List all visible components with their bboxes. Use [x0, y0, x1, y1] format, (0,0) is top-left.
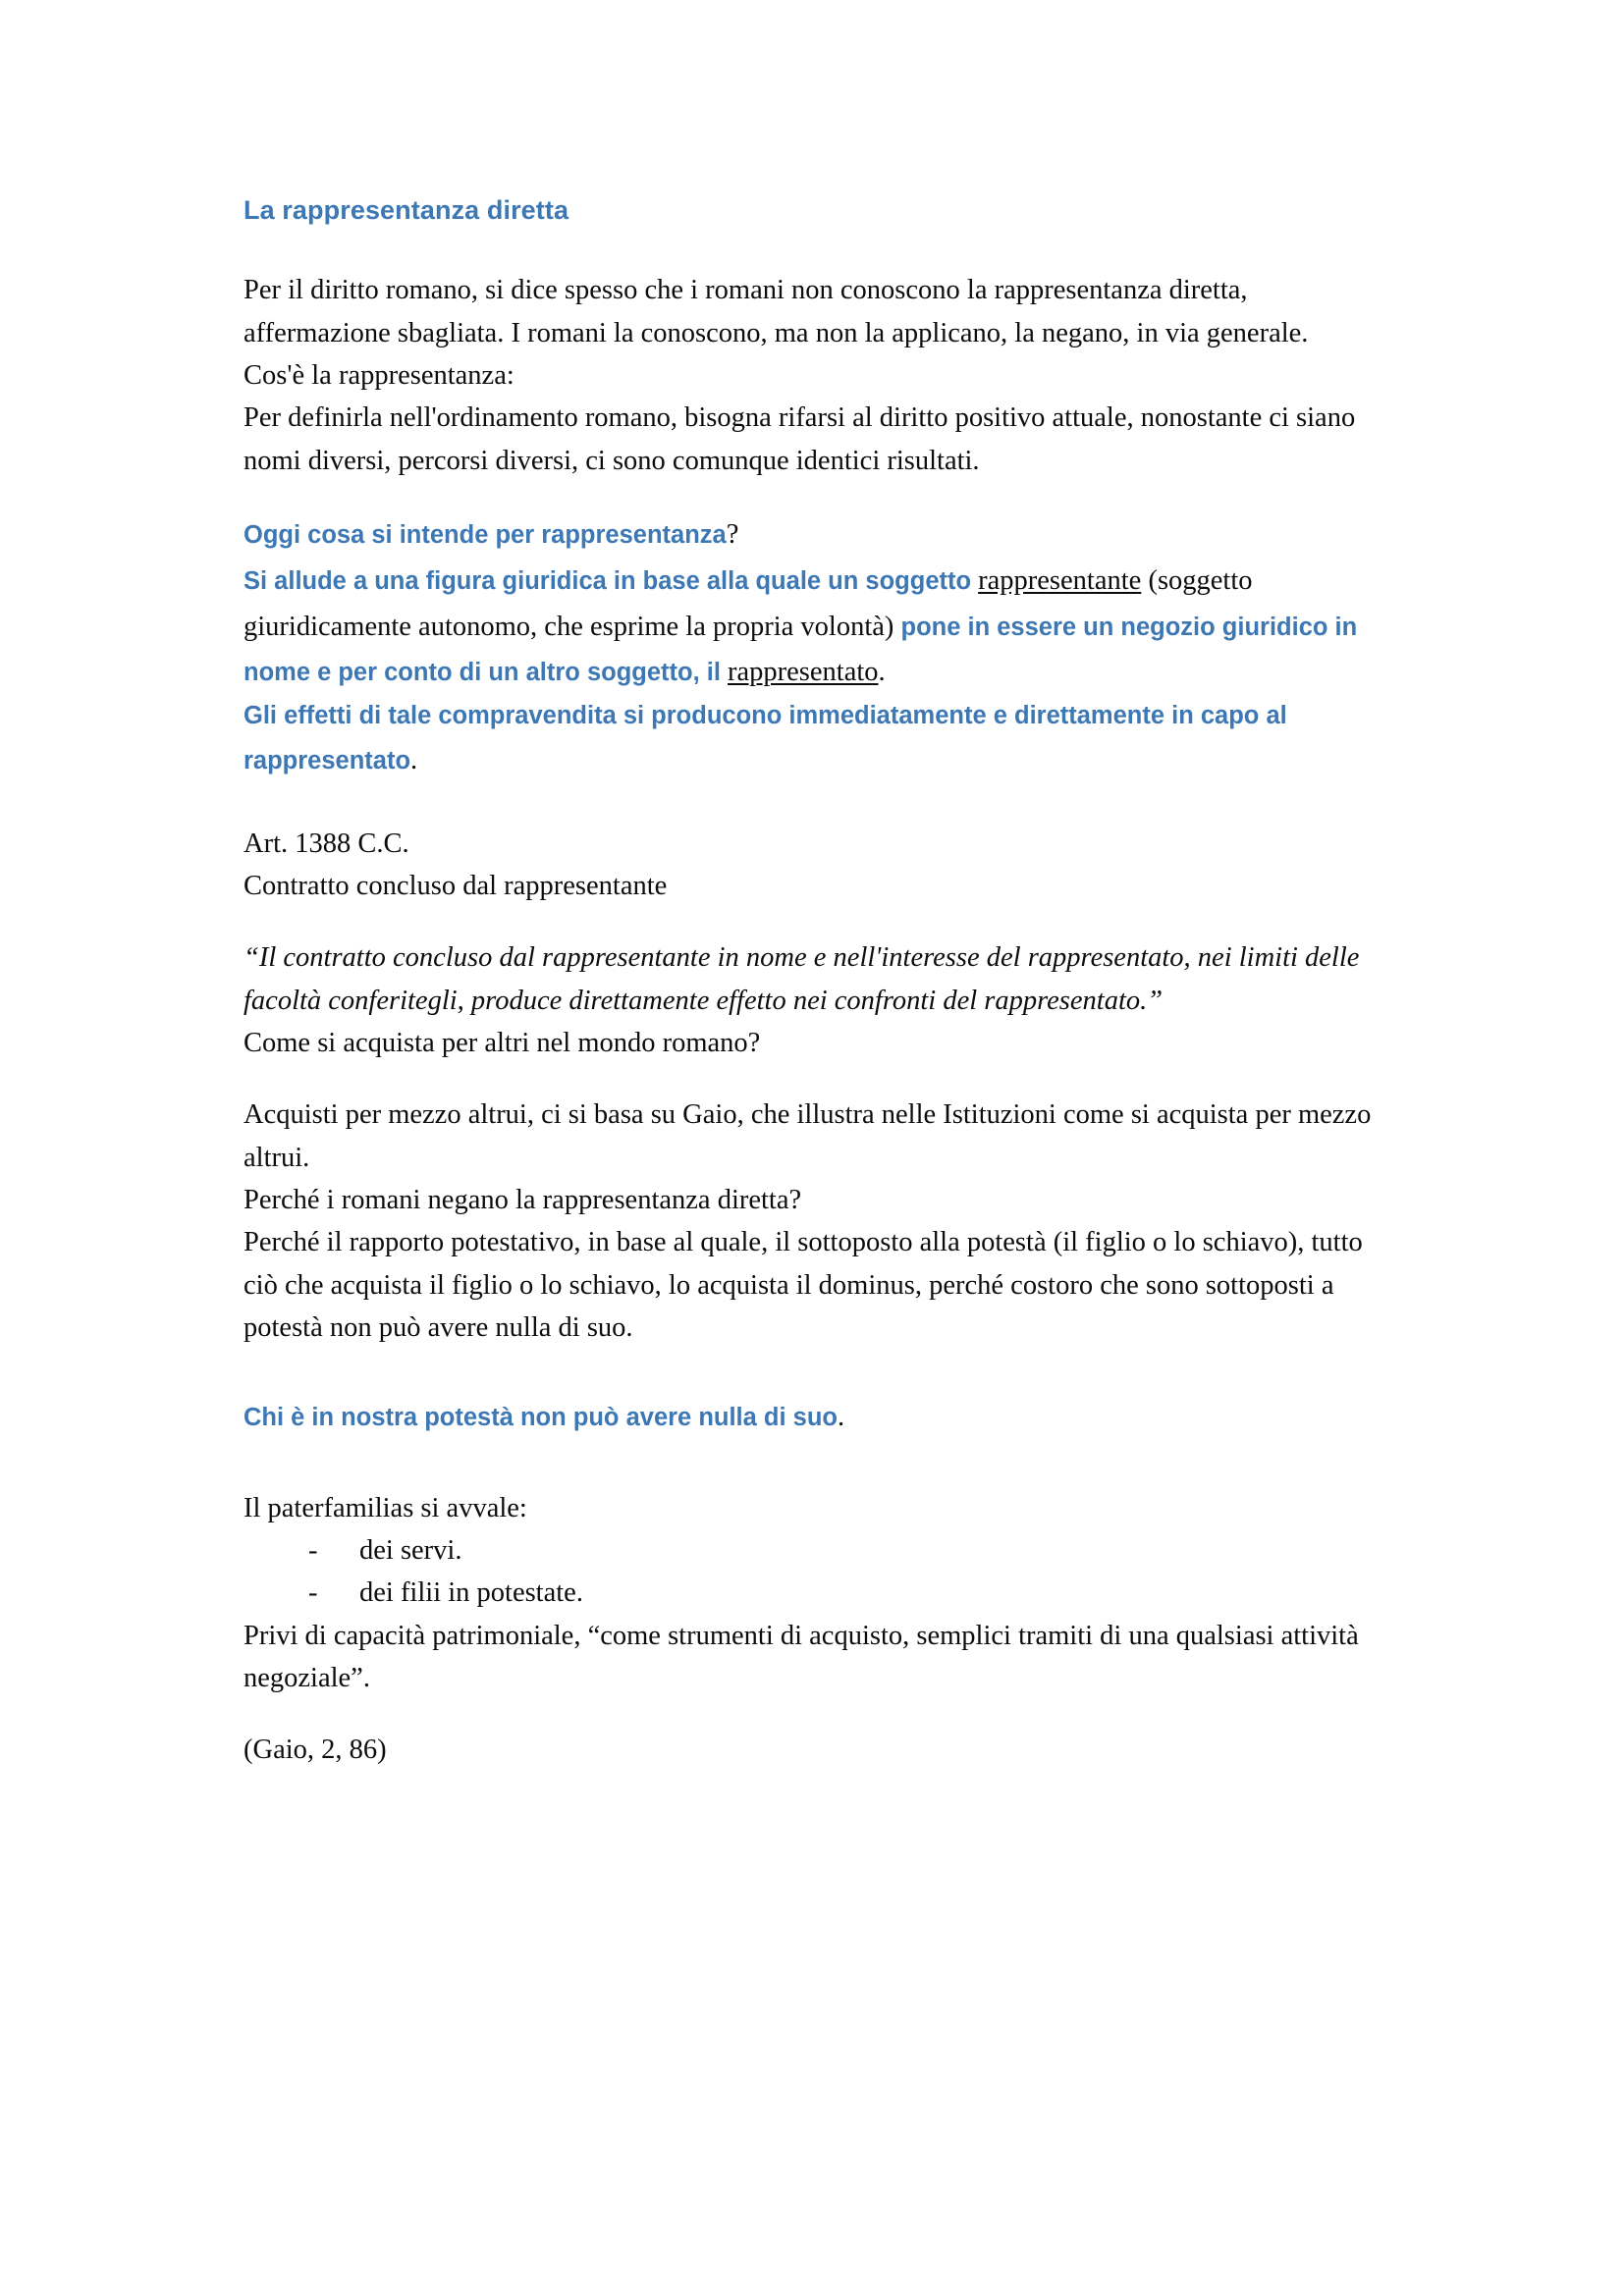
paragraph-perche-question: Perché i romani negano la rappresentanza diretta?: [244, 1184, 802, 1215]
blue-statement-line: [244, 1394, 1382, 1441]
paterfamilias-closing: Privi di capacità patrimoniale, “come strumenti di acquisto, semplici tramiti di una qualsiasi attività negoziale”.: [244, 1620, 1359, 1693]
blue-question-text: Oggi cosa si intende per rappresentanza: [244, 521, 727, 549]
paterfamilias-list: [244, 1529, 1382, 1615]
blue-effects-text: Gli effetti di tale compravendita si producono immediatamente e direttamente in capo al rappresentato: [244, 701, 1287, 775]
paragraph-intro: Per il diritto romano, si dice spesso che i romani non conoscono la rappresentanza diretta, affermazione sbagliata. I romani la conoscono, ma non la applicano, la negano, in via generale.: [244, 275, 1309, 348]
articolo-quote: [244, 936, 1382, 1022]
blue-definition-paragraph: [244, 559, 1382, 694]
paragraph-perche-answer: Perché il rapporto potestativo, in base al quale, il sottoposto alla potestà (il figlio o lo schiavo), tutto ciò che acquista il figlio o lo schiavo, lo acquista il dominus, perché costoro che sono sottoposti a potestà non può avere nulla di suo.: [244, 1227, 1363, 1343]
blue-effects-period: .: [410, 745, 418, 776]
paragraph-acquisti: Acquisti per mezzo altrui, ci si basa su Gaio, che illustra nelle Istituzioni come si acquista per mezzo altrui.: [244, 1099, 1372, 1173]
quote-body: Il contratto concluso dal rappresentante in nome e nell'interesse del rappresentato, nei limiti delle facoltà conferitegli, produce direttamente effetto nei confronti del rappresentato: [244, 942, 1360, 1016]
spacer: [244, 482, 1382, 511]
blue-question-line: [244, 511, 1382, 559]
dash-marker: -: [308, 1534, 318, 1566]
page-title: La rappresentanza diretta: [244, 195, 569, 225]
list-item: [308, 1572, 1382, 1614]
source-citation: (Gaio, 2, 86): [244, 1735, 387, 1766]
blue-statement-period: .: [838, 1402, 845, 1433]
quote-close-mark: .”: [1140, 985, 1164, 1016]
blue-def-segment-a: Si allude a una figura giuridica in base alla quale un soggetto: [244, 567, 979, 596]
spacer: [244, 1442, 1382, 1487]
blue-question-mark: ?: [726, 519, 739, 550]
blue-statement-text: Chi è in nostra potestà non può avere nulla di suo: [244, 1404, 838, 1432]
parenthetical-note: (soggetto giuridicamente autonomo, che esprime la propria volontà): [244, 565, 1253, 642]
underlined-term-rappresentato: rappresentato: [728, 656, 879, 687]
paragraph-question-cose: Cos'è la rappresentanza:: [244, 360, 514, 392]
sentence-period: .: [878, 656, 886, 687]
quote-open-mark: “: [244, 942, 259, 974]
underlined-term-rappresentante: rappresentante: [978, 565, 1142, 597]
spacer: [244, 240, 1382, 269]
articolo-reference: Art. 1388 C.C.: [244, 828, 409, 859]
question-acquisto-altri: Come si acquista per altri nel mondo romano?: [244, 1027, 761, 1058]
list-item-label: dei filii in potestate.: [359, 1577, 583, 1609]
blue-def-segment-b: pone in essere un negozio giuridico in nome e per conto di un altro soggetto, il: [244, 613, 1358, 686]
paterfamilias-intro: Il paterfamilias si avvale:: [244, 1492, 527, 1523]
paragraph-definizione: Per definirla nell'ordinamento romano, bisogna rifarsi al diritto positivo attuale, nonostante ci siano nomi diversi, percorsi diversi, ci sono comunque identici risultati.: [244, 402, 1356, 476]
blue-effects-line: [244, 695, 1382, 785]
spacer: [244, 907, 1382, 936]
spacer: [244, 785, 1382, 823]
spacer: [244, 1349, 1382, 1394]
list-item-label: dei servi.: [359, 1534, 462, 1566]
articolo-rubrica: Contratto concluso dal rappresentante: [244, 871, 668, 901]
list-item: [308, 1529, 1382, 1572]
document-content: [244, 192, 1382, 1771]
spacer: [244, 1064, 1382, 1094]
dash-marker: -: [308, 1577, 318, 1609]
spacer: [244, 1699, 1382, 1729]
